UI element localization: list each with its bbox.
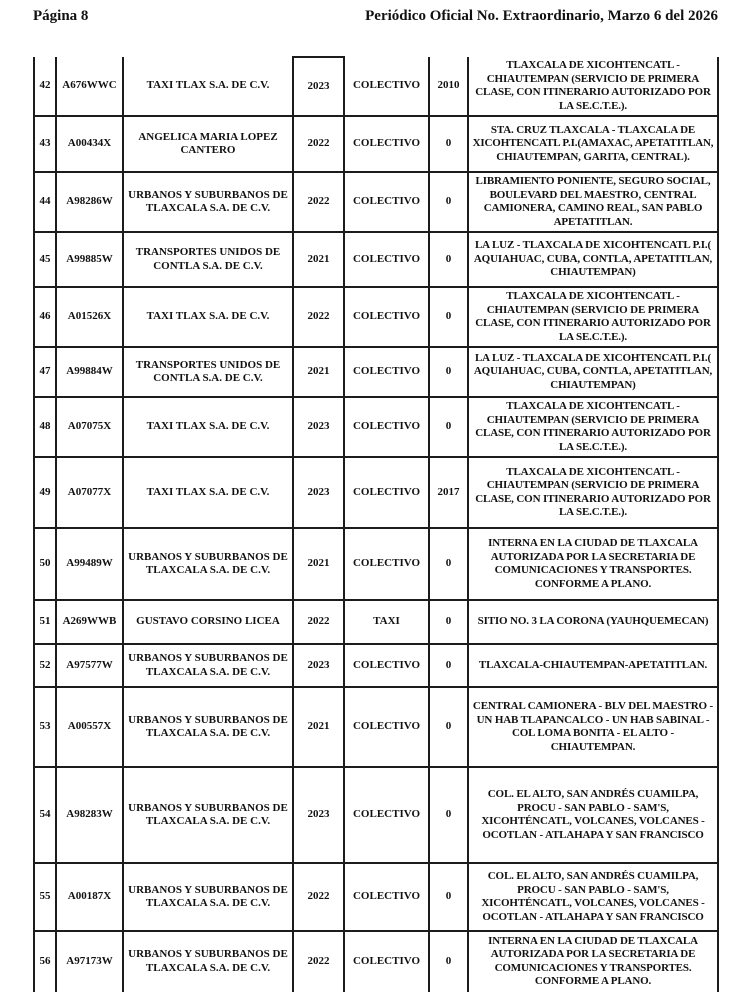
concessionaire-cell: URBANOS Y SUBURBANOS DE TLAXCALA S.A. DE C.V.	[123, 528, 293, 600]
concession-code-cell: A99885W	[56, 232, 123, 287]
route-cell: INTERNA EN LA CIUDAD DE TLAXCALA AUTORIZADA POR LA SECRETARIA DE COMUNICACIONES Y TRANSPORTES. CONFORME A PLANO.	[468, 931, 718, 992]
service-type-cell: COLECTIVO	[344, 528, 429, 600]
year-cell: 2023	[293, 57, 344, 116]
route-cell: TLAXCALA DE XICOHTENCATL - CHIAUTEMPAN (SERVICIO DE PRIMERA CLASE, CON ITINERARIO AUTORIZADO POR LA SE.C.T.E.).	[468, 457, 718, 528]
table-row	[34, 397, 718, 457]
units-cell: 2010	[429, 57, 468, 116]
row-number-cell: 52	[34, 644, 56, 687]
concessionaire-cell: URBANOS Y SUBURBANOS DE TLAXCALA S.A. DE C.V.	[123, 687, 293, 767]
row-number-cell: 47	[34, 347, 56, 397]
service-type-cell: COLECTIVO	[344, 347, 429, 397]
service-type-cell: COLECTIVO	[344, 457, 429, 528]
route-cell: COL. EL ALTO, SAN ANDRÉS CUAMILPA, PROCU - SAN PABLO - SAM'S, XICOHTÉNCATL, VOLCANES, VOLCANES - OCOTLAN - ATLAHAPA Y SAN FRANCISCO	[468, 863, 718, 931]
row-number-cell: 50	[34, 528, 56, 600]
table-row	[34, 116, 718, 172]
year-cell: 2023	[293, 767, 344, 863]
concession-code-cell: A07075X	[56, 397, 123, 457]
route-cell: TLAXCALA DE XICOHTENCATL - CHIAUTEMPAN (SERVICIO DE PRIMERA CLASE, CON ITINERARIO AUTORIZADO POR LA SE.C.T.E.).	[468, 287, 718, 347]
row-number-cell: 56	[34, 931, 56, 992]
units-cell: 0	[429, 347, 468, 397]
table-row	[34, 644, 718, 687]
concessionaire-cell: URBANOS Y SUBURBANOS DE TLAXCALA S.A. DE C.V.	[123, 931, 293, 992]
route-cell: COL. EL ALTO, SAN ANDRÉS CUAMILPA, PROCU - SAN PABLO - SAM'S, XICOHTÉNCATL, VOLCANES, VOLCANES - OCOTLAN - ATLAHAPA Y SAN FRANCISCO	[468, 767, 718, 863]
concessionaire-cell: URBANOS Y SUBURBANOS DE TLAXCALA S.A. DE C.V.	[123, 172, 293, 232]
table-row	[34, 863, 718, 931]
table-row	[34, 767, 718, 863]
service-type-cell: COLECTIVO	[344, 863, 429, 931]
year-cell: 2022	[293, 287, 344, 347]
page-number-label: Página 8	[33, 8, 89, 24]
service-type-cell: COLECTIVO	[344, 287, 429, 347]
concessionaire-cell: TAXI TLAX S.A. DE C.V.	[123, 287, 293, 347]
table-row	[34, 931, 718, 992]
route-cell: STA. CRUZ TLAXCALA - TLAXCALA DE XICOHTENCATL P.I.(AMAXAC, APETATITLAN, CHIAUTEMPAN, GARITA, CENTRAL).	[468, 116, 718, 172]
concessionaire-cell: URBANOS Y SUBURBANOS DE TLAXCALA S.A. DE C.V.	[123, 767, 293, 863]
running-head	[33, 5, 718, 27]
year-cell: 2021	[293, 687, 344, 767]
units-cell: 0	[429, 116, 468, 172]
year-cell: 2021	[293, 528, 344, 600]
row-number-cell: 54	[34, 767, 56, 863]
units-cell: 0	[429, 172, 468, 232]
concession-code-cell: A00187X	[56, 863, 123, 931]
concession-code-cell: A98286W	[56, 172, 123, 232]
concession-code-cell: A98283W	[56, 767, 123, 863]
units-cell: 0	[429, 687, 468, 767]
route-cell: LA LUZ - TLAXCALA DE XICOHTENCATL P.I.( AQUIAHUAC, CUBA, CONTLA, APETATITLAN, CHIAUTEMPAN)	[468, 347, 718, 397]
year-cell: 2022	[293, 172, 344, 232]
table-row	[34, 287, 718, 347]
row-number-cell: 43	[34, 116, 56, 172]
units-cell: 2017	[429, 457, 468, 528]
row-number-cell: 53	[34, 687, 56, 767]
row-number-cell: 46	[34, 287, 56, 347]
concessionaire-cell: TAXI TLAX S.A. DE C.V.	[123, 457, 293, 528]
table-row	[34, 528, 718, 600]
concessionaire-cell: URBANOS Y SUBURBANOS DE TLAXCALA S.A. DE C.V.	[123, 644, 293, 687]
route-cell: TLAXCALA DE XICOHTENCATL - CHIAUTEMPAN (SERVICIO DE PRIMERA CLASE, CON ITINERARIO AUTORIZADO POR LA SE.C.T.E.).	[468, 397, 718, 457]
route-cell: TLAXCALA DE XICOHTENCATL - CHIAUTEMPAN (SERVICIO DE PRIMERA CLASE, CON ITINERARIO AUTORIZADO POR LA SE.C.T.E.).	[468, 57, 718, 116]
concession-code-cell: A99884W	[56, 347, 123, 397]
route-cell: LIBRAMIENTO PONIENTE, SEGURO SOCIAL, BOULEVARD DEL MAESTRO, CENTRAL CAMIONERA, CAMINO REAL, SAN PABLO APETATITLAN.	[468, 172, 718, 232]
concessionaire-cell: TAXI TLAX S.A. DE C.V.	[123, 397, 293, 457]
row-number-cell: 51	[34, 600, 56, 644]
table-row	[34, 457, 718, 528]
year-cell: 2022	[293, 931, 344, 992]
concessionaire-cell: GUSTAVO CORSINO LICEA	[123, 600, 293, 644]
row-number-cell: 44	[34, 172, 56, 232]
service-type-cell: COLECTIVO	[344, 57, 429, 116]
service-type-cell: COLECTIVO	[344, 687, 429, 767]
year-cell: 2023	[293, 457, 344, 528]
units-cell: 0	[429, 931, 468, 992]
units-cell: 0	[429, 397, 468, 457]
table-row	[34, 172, 718, 232]
units-cell: 0	[429, 528, 468, 600]
table-row	[34, 600, 718, 644]
concession-code-cell: A00557X	[56, 687, 123, 767]
units-cell: 0	[429, 767, 468, 863]
concession-code-cell: A97173W	[56, 931, 123, 992]
service-type-cell: TAXI	[344, 600, 429, 644]
service-type-cell: COLECTIVO	[344, 116, 429, 172]
concession-code-cell: A97577W	[56, 644, 123, 687]
concession-code-cell: A07077X	[56, 457, 123, 528]
year-cell: 2023	[293, 397, 344, 457]
year-cell: 2021	[293, 232, 344, 287]
concession-code-cell: A00434X	[56, 116, 123, 172]
concessionaire-cell: TRANSPORTES UNIDOS DE CONTLA S.A. DE C.V.	[123, 347, 293, 397]
year-cell: 2021	[293, 347, 344, 397]
route-cell: LA LUZ - TLAXCALA DE XICOHTENCATL P.I.( AQUIAHUAC, CUBA, CONTLA, APETATITLAN, CHIAUTEMPAN)	[468, 232, 718, 287]
year-cell: 2022	[293, 600, 344, 644]
units-cell: 0	[429, 232, 468, 287]
row-number-cell: 42	[34, 57, 56, 116]
route-cell: INTERNA EN LA CIUDAD DE TLAXCALA AUTORIZADA POR LA SECRETARIA DE COMUNICACIONES Y TRANSPORTES. CONFORME A PLANO.	[468, 528, 718, 600]
table-row	[34, 232, 718, 287]
table-row	[34, 687, 718, 767]
concessions-table	[33, 56, 719, 992]
year-cell: 2022	[293, 116, 344, 172]
units-cell: 0	[429, 644, 468, 687]
concessionaire-cell: URBANOS Y SUBURBANOS DE TLAXCALA S.A. DE C.V.	[123, 863, 293, 931]
concessionaire-cell: TAXI TLAX S.A. DE C.V.	[123, 57, 293, 116]
service-type-cell: COLECTIVO	[344, 644, 429, 687]
route-cell: TLAXCALA-CHIAUTEMPAN-APETATITLAN.	[468, 644, 718, 687]
units-cell: 0	[429, 287, 468, 347]
concessionaire-cell: TRANSPORTES UNIDOS DE CONTLA S.A. DE C.V.	[123, 232, 293, 287]
units-cell: 0	[429, 863, 468, 931]
concession-code-cell: A269WWB	[56, 600, 123, 644]
route-cell: CENTRAL CAMIONERA - BLV DEL MAESTRO - UN HAB TLAPANCALCO - UN HAB SABINAL - COL LOMA BONITA - EL ALTO - CHIAUTEMPAN.	[468, 687, 718, 767]
concessionaire-cell: ANGELICA MARIA LOPEZ CANTERO	[123, 116, 293, 172]
service-type-cell: COLECTIVO	[344, 172, 429, 232]
year-cell: 2023	[293, 644, 344, 687]
route-cell: SITIO NO. 3 LA CORONA (YAUHQUEMECAN)	[468, 600, 718, 644]
concession-code-cell: A676WWC	[56, 57, 123, 116]
row-number-cell: 45	[34, 232, 56, 287]
service-type-cell: COLECTIVO	[344, 232, 429, 287]
row-number-cell: 49	[34, 457, 56, 528]
service-type-cell: COLECTIVO	[344, 931, 429, 992]
service-type-cell: COLECTIVO	[344, 767, 429, 863]
row-number-cell: 55	[34, 863, 56, 931]
service-type-cell: COLECTIVO	[344, 397, 429, 457]
table-row	[34, 347, 718, 397]
concession-code-cell: A01526X	[56, 287, 123, 347]
year-cell: 2022	[293, 863, 344, 931]
units-cell: 0	[429, 600, 468, 644]
concession-code-cell: A99489W	[56, 528, 123, 600]
table-row	[34, 57, 718, 116]
gazette-title: Periódico Oficial No. Extraordinario, Marzo 6 del 2026	[365, 8, 718, 24]
row-number-cell: 48	[34, 397, 56, 457]
